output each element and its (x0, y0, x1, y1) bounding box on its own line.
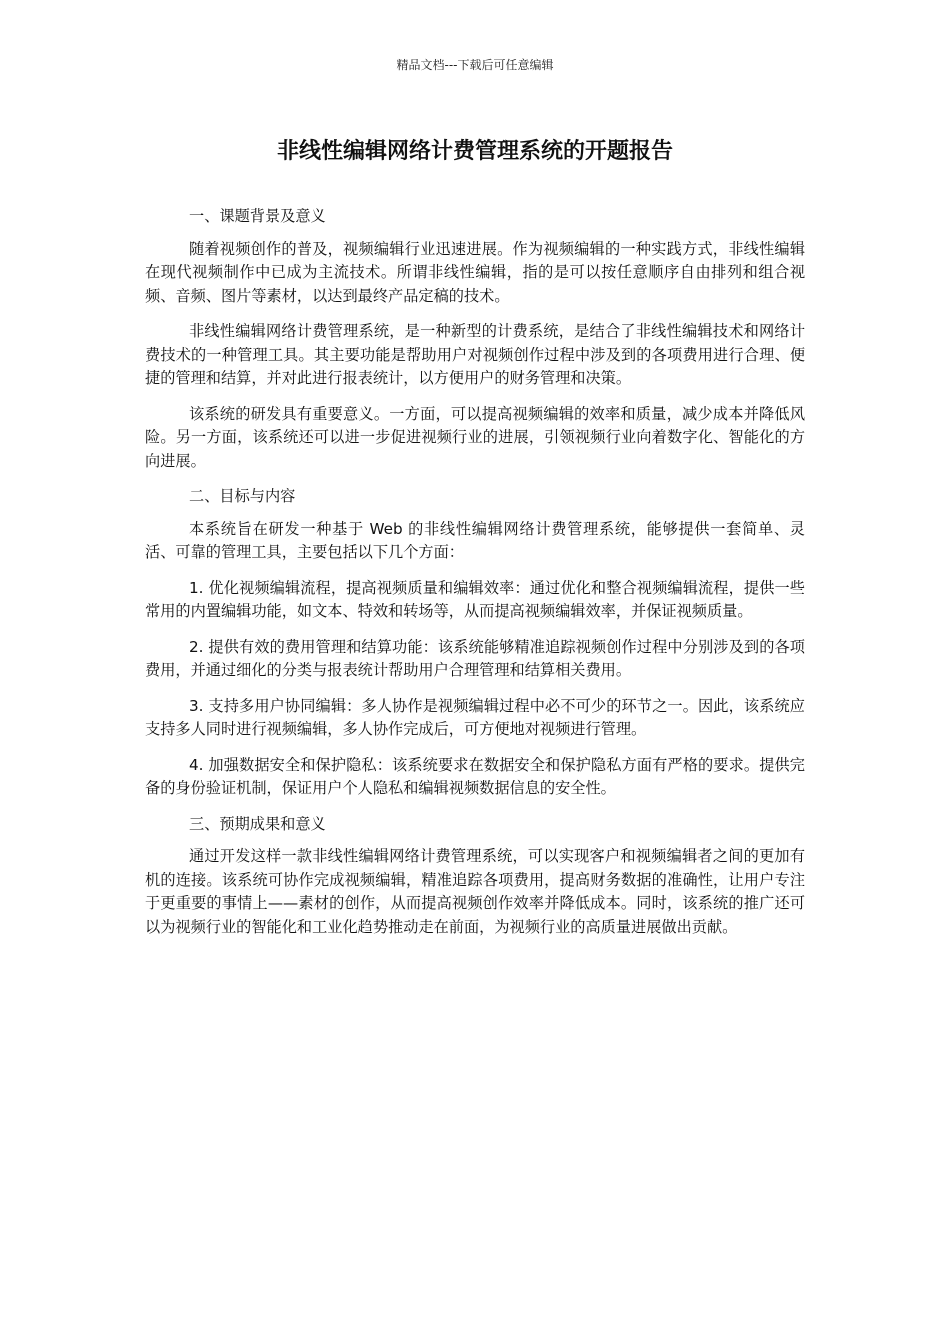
paragraph-background-2: 非线性编辑网络计费管理系统，是一种新型的计费系统，是结合了非线性编辑技术和网络计费技术的一种管理工具。其主要功能是帮助用户对视频创作过程中涉及到的各项费用进行合理、便捷的管理和结算，并对此进行报表统计，以方便用户的财务管理和决策。 (145, 322, 805, 387)
page-header-note: 精品文档---下载后可任意编辑 (396, 58, 554, 72)
list-item-goal-4: 4. 加强数据安全和保护隐私：该系统要求在数据安全和保护隐私方面有严格的要求。提供完备的身份验证机制，保证用户个人隐私和编辑视频数据信息的安全性。 (145, 755, 805, 797)
document-body (145, 205, 805, 951)
list-item-goal-2: 2. 提供有效的费用管理和结算功能：该系统能够精准追踪视频创作过程中分别涉及到的各项费用，并通过细化的分类与报表统计帮助用户合理管理和结算相关费用。 (145, 637, 805, 679)
section-heading-outcomes: 三、预期成果和意义 (189, 814, 326, 833)
paragraph-background-3: 该系统的研发具有重要意义。一方面，可以提高视频编辑的效率和质量，减少成本并降低风险。另一方面，该系统还可以进一步促进视频行业的进展，引领视频行业向着数字化、智能化的方向进展。 (145, 404, 805, 470)
document-title: 非线性编辑网络计费管理系统的开题报告 (276, 139, 673, 164)
paragraph-background-1: 随着视频创作的普及，视频编辑行业迅速进展。作为视频编辑的一种实践方式，非线性编辑在现代视频制作中已成为主流技术。所谓非线性编辑，指的是可以按任意顺序自由排列和组合视频、音频、图片等素材，以达到最终产品定稿的技术。 (145, 239, 805, 305)
paragraph-outcomes: 通过开发这样一款非线性编辑网络计费管理系统，可以实现客户和视频编辑者之间的更加有机的连接。该系统可协作完成视频编辑，精准追踪各项费用，提高财务数据的准确性，让用户专注于更重要的事情上——素材的创作，从而提高视频创作效率并降低成本。同时，该系统的推广还可以为视频行业的智能化和工业化趋势推动走在前面，为视频行业的高质量进展做出贡献。 (145, 847, 805, 936)
list-item-goal-3: 3. 支持多用户协同编辑：多人协作是视频编辑过程中必不可少的环节之一。因此，该系统应支持多人同时进行视频编辑，多人协作完成后，可方便地对视频进行管理。 (145, 696, 805, 738)
list-item-goal-1: 1. 优化视频编辑流程，提高视频质量和编辑效率：通过优化和整合视频编辑流程，提供一些常用的内置编辑功能，如文本、特效和转场等，从而提高视频编辑效率，并保证视频质量。 (145, 578, 805, 620)
section-heading-background: 一、课题背景及意义 (189, 207, 326, 225)
paragraph-goals-intro: 本系统旨在研发一种基于 Web 的非线性编辑网络计费管理系统，能够提供一套简单、灵活、可靠的管理工具，主要包括以下几个方面： (145, 519, 805, 561)
section-heading-goals: 二、目标与内容 (189, 487, 296, 505)
